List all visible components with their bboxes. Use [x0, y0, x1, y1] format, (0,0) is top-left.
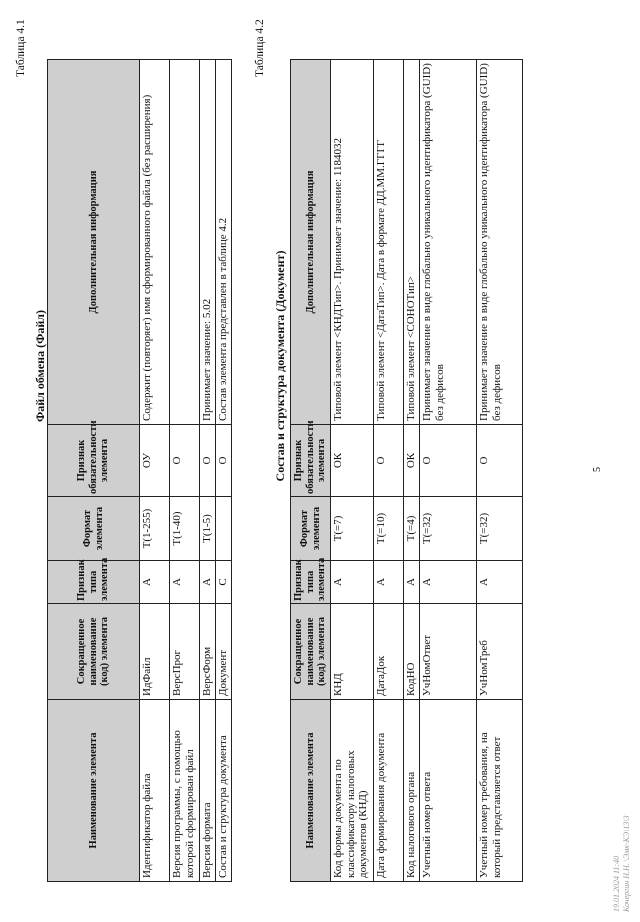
table-cell: Т(=4)	[404, 497, 420, 561]
table-cell: О	[420, 425, 477, 497]
table-cell: А	[477, 561, 523, 604]
table-cell: КНД	[331, 604, 374, 700]
page-number: 5	[592, 467, 603, 472]
table-cell: Т(=32)	[420, 497, 477, 561]
table2-header-cell: Признак обязательности элемента	[291, 425, 331, 497]
table1-header-cell: Дополнительная информация	[48, 60, 140, 425]
table-cell: Версия программы, с помощью которой сформирован файл	[170, 700, 200, 882]
table-cell: Идентификатор файла	[140, 700, 170, 882]
table-cell: Т(=10)	[374, 497, 404, 561]
table1-header-row	[48, 60, 140, 882]
table-cell: ВерсПрог	[170, 604, 200, 700]
table-cell: Т(1-40)	[170, 497, 200, 561]
table2-title: Состав и структура документа (Документ)	[273, 250, 287, 482]
table-row	[420, 60, 477, 882]
table-cell: Состав элемента представлен в таблице 4.2	[216, 60, 232, 425]
table-cell: Т(1-255)	[140, 497, 170, 561]
table-cell: Принимает значение: 5.02	[200, 60, 216, 425]
table2-header-cell: Формат элемента	[291, 497, 331, 561]
table-cell: О	[170, 425, 200, 497]
table-row	[140, 60, 170, 882]
table-cell: О	[477, 425, 523, 497]
table-cell: С	[216, 561, 232, 604]
table1	[47, 59, 232, 882]
table-cell	[216, 497, 232, 561]
table-cell: О	[200, 425, 216, 497]
stamp-author: Кочергин Н.Н. \Эмк-КЭ\13\3	[622, 815, 631, 912]
table-cell: А	[331, 561, 374, 604]
table2-caption: Таблица 4.2	[254, 19, 266, 77]
table-cell: ВерсФорм	[200, 604, 216, 700]
table-cell: Т(=7)	[331, 497, 374, 561]
table-cell: А	[404, 561, 420, 604]
stamp-date: 19.01.2024 11:40	[612, 855, 621, 912]
table-row	[216, 60, 232, 882]
table-cell: Принимает значение в виде глобально уникального идентификатора (GUID) без дефисов	[477, 60, 523, 425]
table-cell: ИдФайл	[140, 604, 170, 700]
table-row	[200, 60, 216, 882]
table2-header-cell: Признак типа элемента	[291, 561, 331, 604]
table1-caption: Таблица 4.1	[15, 19, 27, 77]
table2-header-cell: Наименование элемента	[291, 700, 331, 882]
table-cell: ОУ	[140, 425, 170, 497]
table-cell: УчНомОтвет	[420, 604, 477, 700]
table-cell: Код налогового органа	[404, 700, 420, 882]
table2-header-cell: Дополнительная информация	[291, 60, 331, 425]
table-cell: Содержит (повторяет) имя сформированного файла (без расширения)	[140, 60, 170, 425]
table-cell: Принимает значение в виде глобально уникального идентификатора (GUID) без дефисов	[420, 60, 477, 425]
table-cell: А	[374, 561, 404, 604]
table-cell: О	[374, 425, 404, 497]
table2-header-row	[291, 60, 331, 882]
table-cell: Код формы документа по классификатору налоговых документов (КНД)	[331, 700, 374, 882]
table1-header-cell: Признак типа элемента	[48, 561, 140, 604]
table-cell: ОК	[404, 425, 420, 497]
table-cell: Типовой элемент <СОНОТип>	[404, 60, 420, 425]
table-cell: А	[200, 561, 216, 604]
table-row	[404, 60, 420, 882]
table1-title: Файл обмена (Файл)	[33, 309, 47, 423]
table-cell: Состав и структура документа	[216, 700, 232, 882]
table-row	[374, 60, 404, 882]
table-cell: А	[140, 561, 170, 604]
table-cell: КодНО	[404, 604, 420, 700]
table1-header-cell: Сокращенное наименование (код) элемента	[48, 604, 140, 700]
table-row	[331, 60, 374, 882]
table-cell: Учетный номер требования, на который представляется ответ	[477, 700, 523, 882]
table-cell: О	[216, 425, 232, 497]
table-row	[477, 60, 523, 882]
table-cell: Версия формата	[200, 700, 216, 882]
table-cell: А	[420, 561, 477, 604]
table-cell: УчНомТреб	[477, 604, 523, 700]
table1-header-cell: Наименование элемента	[48, 700, 140, 882]
table-cell: Дата формирования документа	[374, 700, 404, 882]
table1-header-cell: Формат элемента	[48, 497, 140, 561]
table-cell: ДатаДок	[374, 604, 404, 700]
table-row	[170, 60, 200, 882]
table-cell: Т(1-5)	[200, 497, 216, 561]
table-cell: Типовой элемент <КНДТип>. Принимает значение: 1184032	[331, 60, 374, 425]
signature-stamp	[612, 815, 632, 912]
table2-header-cell: Сокращенное наименование (код) элемента	[291, 604, 331, 700]
table2	[290, 59, 523, 882]
table-cell: А	[170, 561, 200, 604]
table-cell: Т(=32)	[477, 497, 523, 561]
table-cell: Учетный номер ответа	[420, 700, 477, 882]
table-cell: Типовой элемент <ДатаТип>. Дата в формате ДД.ММ.ГГГГ	[374, 60, 404, 425]
table1-header-cell: Признак обязательности элемента	[48, 425, 140, 497]
table-cell	[170, 60, 200, 425]
table-cell: Документ	[216, 604, 232, 700]
table-cell: ОК	[331, 425, 374, 497]
